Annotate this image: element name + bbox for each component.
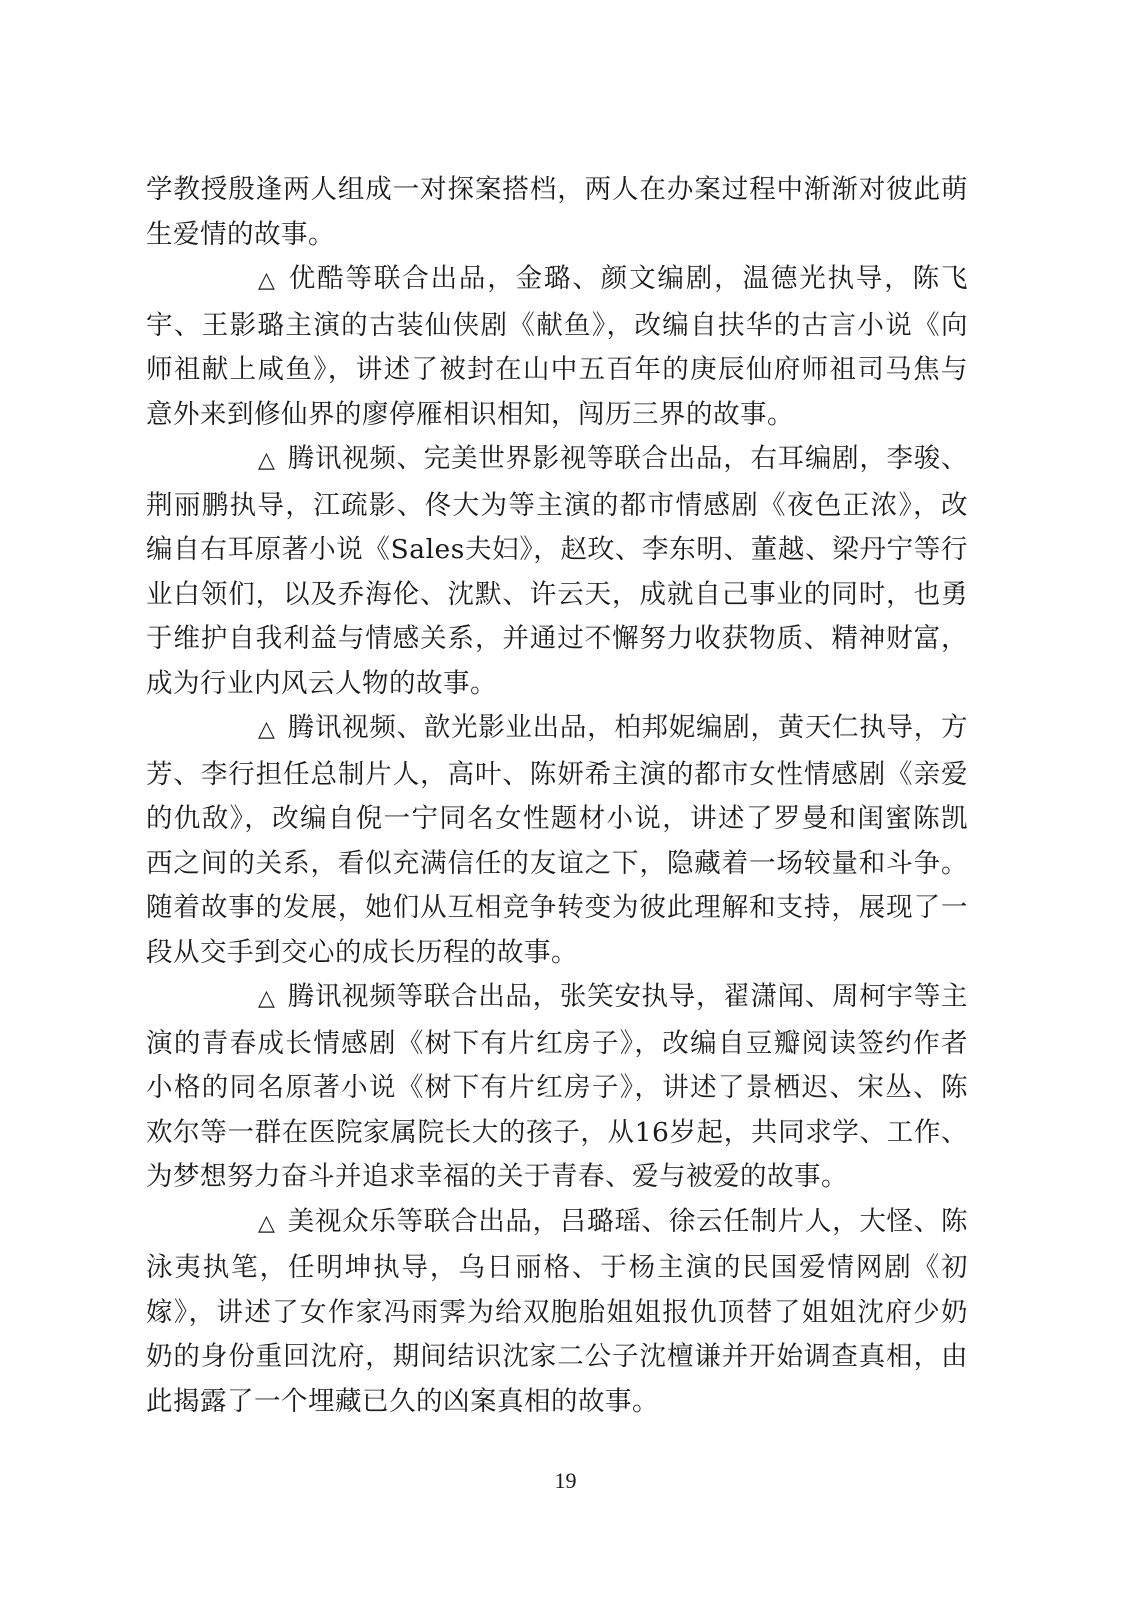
paragraph-text: 优酷等联合出品，金璐、颜文编剧，温德光执导，陈飞宇、王影璐主演的古装仙侠剧《献鱼》，改编自扶华的古言小说《向师祖献上咸鱼》，讲述了被封在山中五百年的庚辰仙府师祖司马焦与意外来到修仙界的廖停雁相识相知，闯历三界的故事。 xyxy=(146,263,968,430)
triangle-bullet-icon: △ xyxy=(258,1210,276,1236)
paragraph-entry xyxy=(146,437,968,706)
paragraph-text: 腾讯视频、完美世界影视等联合出品，右耳编剧，李骏、荆丽鹏执导，江疏影、佟大为等主演的都市情感剧《夜色正浓》，改编自右耳原著小说《Sales夫妇》，赵玫、李东明、董越、梁丹宁等行业白领们，以及乔海伦、沈默、许云天，成就自己事业的同时，也勇于维护自我利益与情感关系，并通过不懈努力收获物质、精神财富，成为行业内风云人物的故事。 xyxy=(146,443,968,699)
paragraph-entry xyxy=(146,1200,968,1425)
document-body xyxy=(146,168,968,1424)
paragraph-text: 美视众乐等联合出品，吕璐瑶、徐云任制片人，大怪、陈泳夷执笔，任明坤执导，乌日丽格、于杨主演的民国爱情网剧《初嫁》，讲述了女作家冯雨霁为给双胞胎姐姐报仇顶替了姐姐沈府少奶奶的身份重回沈府，期间结识沈家二公子沈檀谦并开始调查真相，由此揭露了一个埋藏已久的凶案真相的故事。 xyxy=(146,1205,968,1417)
triangle-bullet-icon: △ xyxy=(258,986,276,1011)
page-number: 19 xyxy=(554,1468,577,1493)
paragraph-entry xyxy=(146,975,968,1200)
paragraph-entry xyxy=(146,706,968,975)
triangle-bullet-icon: △ xyxy=(258,448,276,473)
paragraph-text: 腾讯视频等联合出品，张笑安执导，翟潇闻、周柯宇等主演的青春成长情感剧《树下有片红房子》，改编自豆瓣阅读签约作者小格的同名原著小说《树下有片红房子》，讲述了景栖迟、宋丛、陈欢尔等一群在医院家属院长大的孩子，从16岁起，共同求学、工作、为梦想努力奋斗并追求幸福的关于青春、爱与被爱的故事。 xyxy=(146,981,968,1192)
paragraph-text: 学教授殷逢两人组成一对探案搭档，两人在办案过程中渐渐对彼此萌生爱情的故事。 xyxy=(146,174,968,250)
paragraph-text: 腾讯视频、歆光影业出品，柏邦妮编剧，黄天仁执导，方芳、李行担任总制片人，高叶、陈妍希主演的都市女性情感剧《亲爱的仇敌》，改编自倪一宁同名女性题材小说，讲述了罗曼和闺蜜陈凯西之间的关系，看似充满信任的友谊之下，隐藏着一场较量和斗争。随着故事的发展，她们从互相竞争转变为彼此理解和支持，展现了一段从交手到交心的成长历程的故事。 xyxy=(146,712,968,968)
triangle-bullet-icon: △ xyxy=(258,268,276,293)
triangle-bullet-icon: △ xyxy=(258,717,276,742)
paragraph-continuation xyxy=(146,168,968,257)
paragraph-entry xyxy=(146,257,968,437)
